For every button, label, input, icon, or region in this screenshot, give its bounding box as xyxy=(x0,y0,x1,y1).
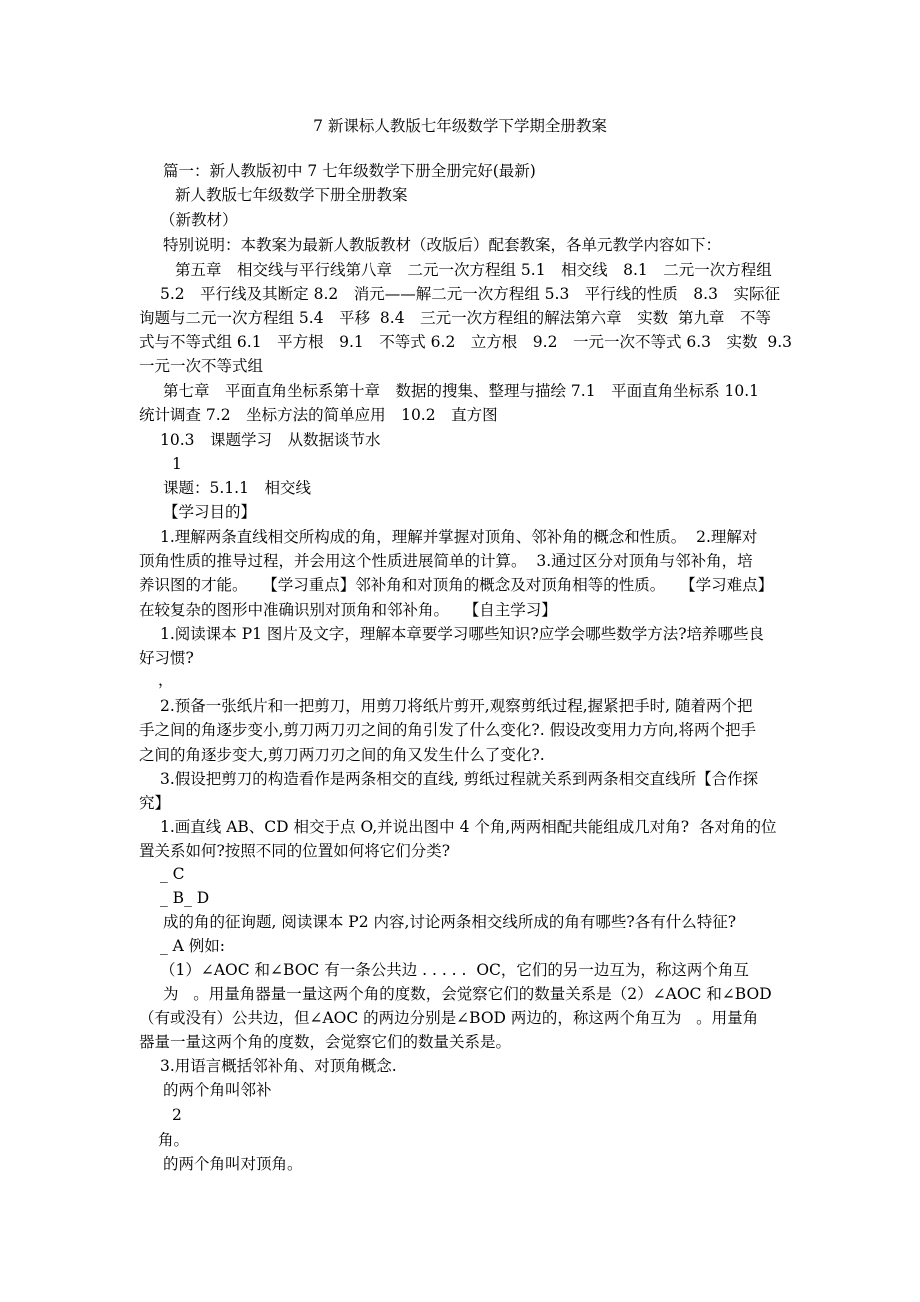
text-line: 顶角性质的推导过程，并会用这个性质进展简单的计算。 3.通过区分对顶角与邻补角，培 xyxy=(139,552,753,570)
text-line: 特别说明：本教案为最新人教版教材（改版后）配套教案，各单元教学内容如下： xyxy=(163,236,722,254)
lesson-title: 课题：5.1.1 相交线 xyxy=(163,479,311,497)
text-line: 第七章 平面直角坐标系第十章 数据的搜集、整理与描绘 7.1 平面直角坐标系 10.1 xyxy=(163,382,760,400)
text-line: 1.画直线 AB、CD 相交于点 O,并说出图中 4 个角,两两相配共能组成几对角? 各对角的位 xyxy=(160,818,777,836)
text-line: ， xyxy=(158,671,174,689)
text-line: 新人教版七年级数学下册全册教案 xyxy=(175,186,408,204)
text-line: 养识图的才能。 【学习重点】邻补角和对顶角的概念及对顶角相等的性质。 【学习难点】 xyxy=(139,576,774,594)
text-line: （有或没有）公共边，但∠AOC 的两边分别是∠BOD 两边的，称这两个角互为 。用量角 xyxy=(139,1009,759,1027)
text-line: 为 。用量角器量一量这两个角的度数，会觉察它们的数量关系是（2）∠AOC 和∠BOD xyxy=(163,985,772,1003)
text-line: 一元一次不等式组 xyxy=(139,357,264,375)
text-line: （新教材） xyxy=(160,211,238,229)
text-line: 2.预备一张纸片和一把剪刀，用剪刀将纸片剪开,观察剪纸过程,握紧把手时, 随着两个把 xyxy=(160,697,753,715)
document-title: 7 新课标人教版七年级数学下学期全册教案 xyxy=(313,117,607,135)
figure-label: _ B_ D xyxy=(160,889,210,907)
text-line: 的两个角叫对顶角。 xyxy=(163,1155,303,1173)
text-line: （1）∠AOC 和∠BOC 有一条公共边 . . . . . OC，它们的另一边互为，称这两个角互 xyxy=(160,961,749,979)
text-line: 究】 xyxy=(139,794,171,812)
text-line: 篇一：新人教版初中 7 七年级数学下册全册完好(最新) xyxy=(163,162,536,180)
section-heading: 【学习目的】 xyxy=(163,503,257,521)
text-line: 器量一量这两个角的度数，会觉察它们的数量关系是。 xyxy=(139,1033,512,1051)
text-line: 3.用语言概括邻补角、对顶角概念. xyxy=(160,1057,397,1075)
text-line: 5.2 平行线及其断定 8.2 消元——解二元一次方程组 5.3 平行线的性质 8.3 实际征 xyxy=(160,285,780,303)
text-line: 1.阅读课本 P1 图片及文字，理解本章要学习哪些知识?应学会哪些数学方法?培养哪些良 xyxy=(160,625,765,643)
text-line: 1.理解两条直线相交所构成的角，理解并掌握对顶角、邻补角的概念和性质。 2.理解对 xyxy=(160,528,758,546)
text-line: 的两个角叫邻补 xyxy=(163,1081,272,1099)
text-line: 在较复杂的图形中准确识别对顶角和邻补角。 【自主学习】 xyxy=(139,601,557,619)
text-line: 之间的角逐步变大,剪刀两刀刃之间的角又发生什么了变化?. xyxy=(139,746,545,764)
text-line: 3.假设把剪刀的构造看作是两条相交的直线, 剪纸过程就关系到两条相交直线所【合作探 xyxy=(160,770,759,788)
text-line: 角。 xyxy=(158,1131,190,1149)
text-line: 式与不等式组 6.1 平方根 9.1 不等式 6.2 立方根 9.2 一元一次不等式 6.3 实数 9.3 xyxy=(139,333,793,351)
figure-label: _ A 例如: xyxy=(160,937,226,955)
text-line: 询题与二元一次方程组 5.4 平移 8.4 三元一次方程组的解法第六章 实数 第九章 不等 xyxy=(139,309,771,327)
page-number: 1 xyxy=(172,455,182,473)
figure-label: _ C xyxy=(160,865,185,883)
text-line: 手之间的角逐步变小,剪刀两刀刃之间的角引发了什么变化?. 假设改变用力方向,将两个把手 xyxy=(139,721,757,739)
text-line: 成的角的征询题, 阅读课本 P2 内容,讨论两条相交线所成的角有哪些?各有什么特征? xyxy=(163,913,737,931)
text-line: 10.3 课题学习 从数据谈节水 xyxy=(160,431,381,449)
page-number: 2 xyxy=(172,1106,182,1124)
text-line: 第五章 相交线与平行线第八章 二元一次方程组 5.1 相交线 8.1 二元一次方程组 xyxy=(175,261,772,279)
text-line: 好习惯? xyxy=(139,649,194,667)
text-line: 置关系如何?按照不同的位置如何将它们分类? xyxy=(139,842,451,860)
text-line: 统计调查 7.2 坐标方法的简单应用 10.2 直方图 xyxy=(139,406,498,424)
